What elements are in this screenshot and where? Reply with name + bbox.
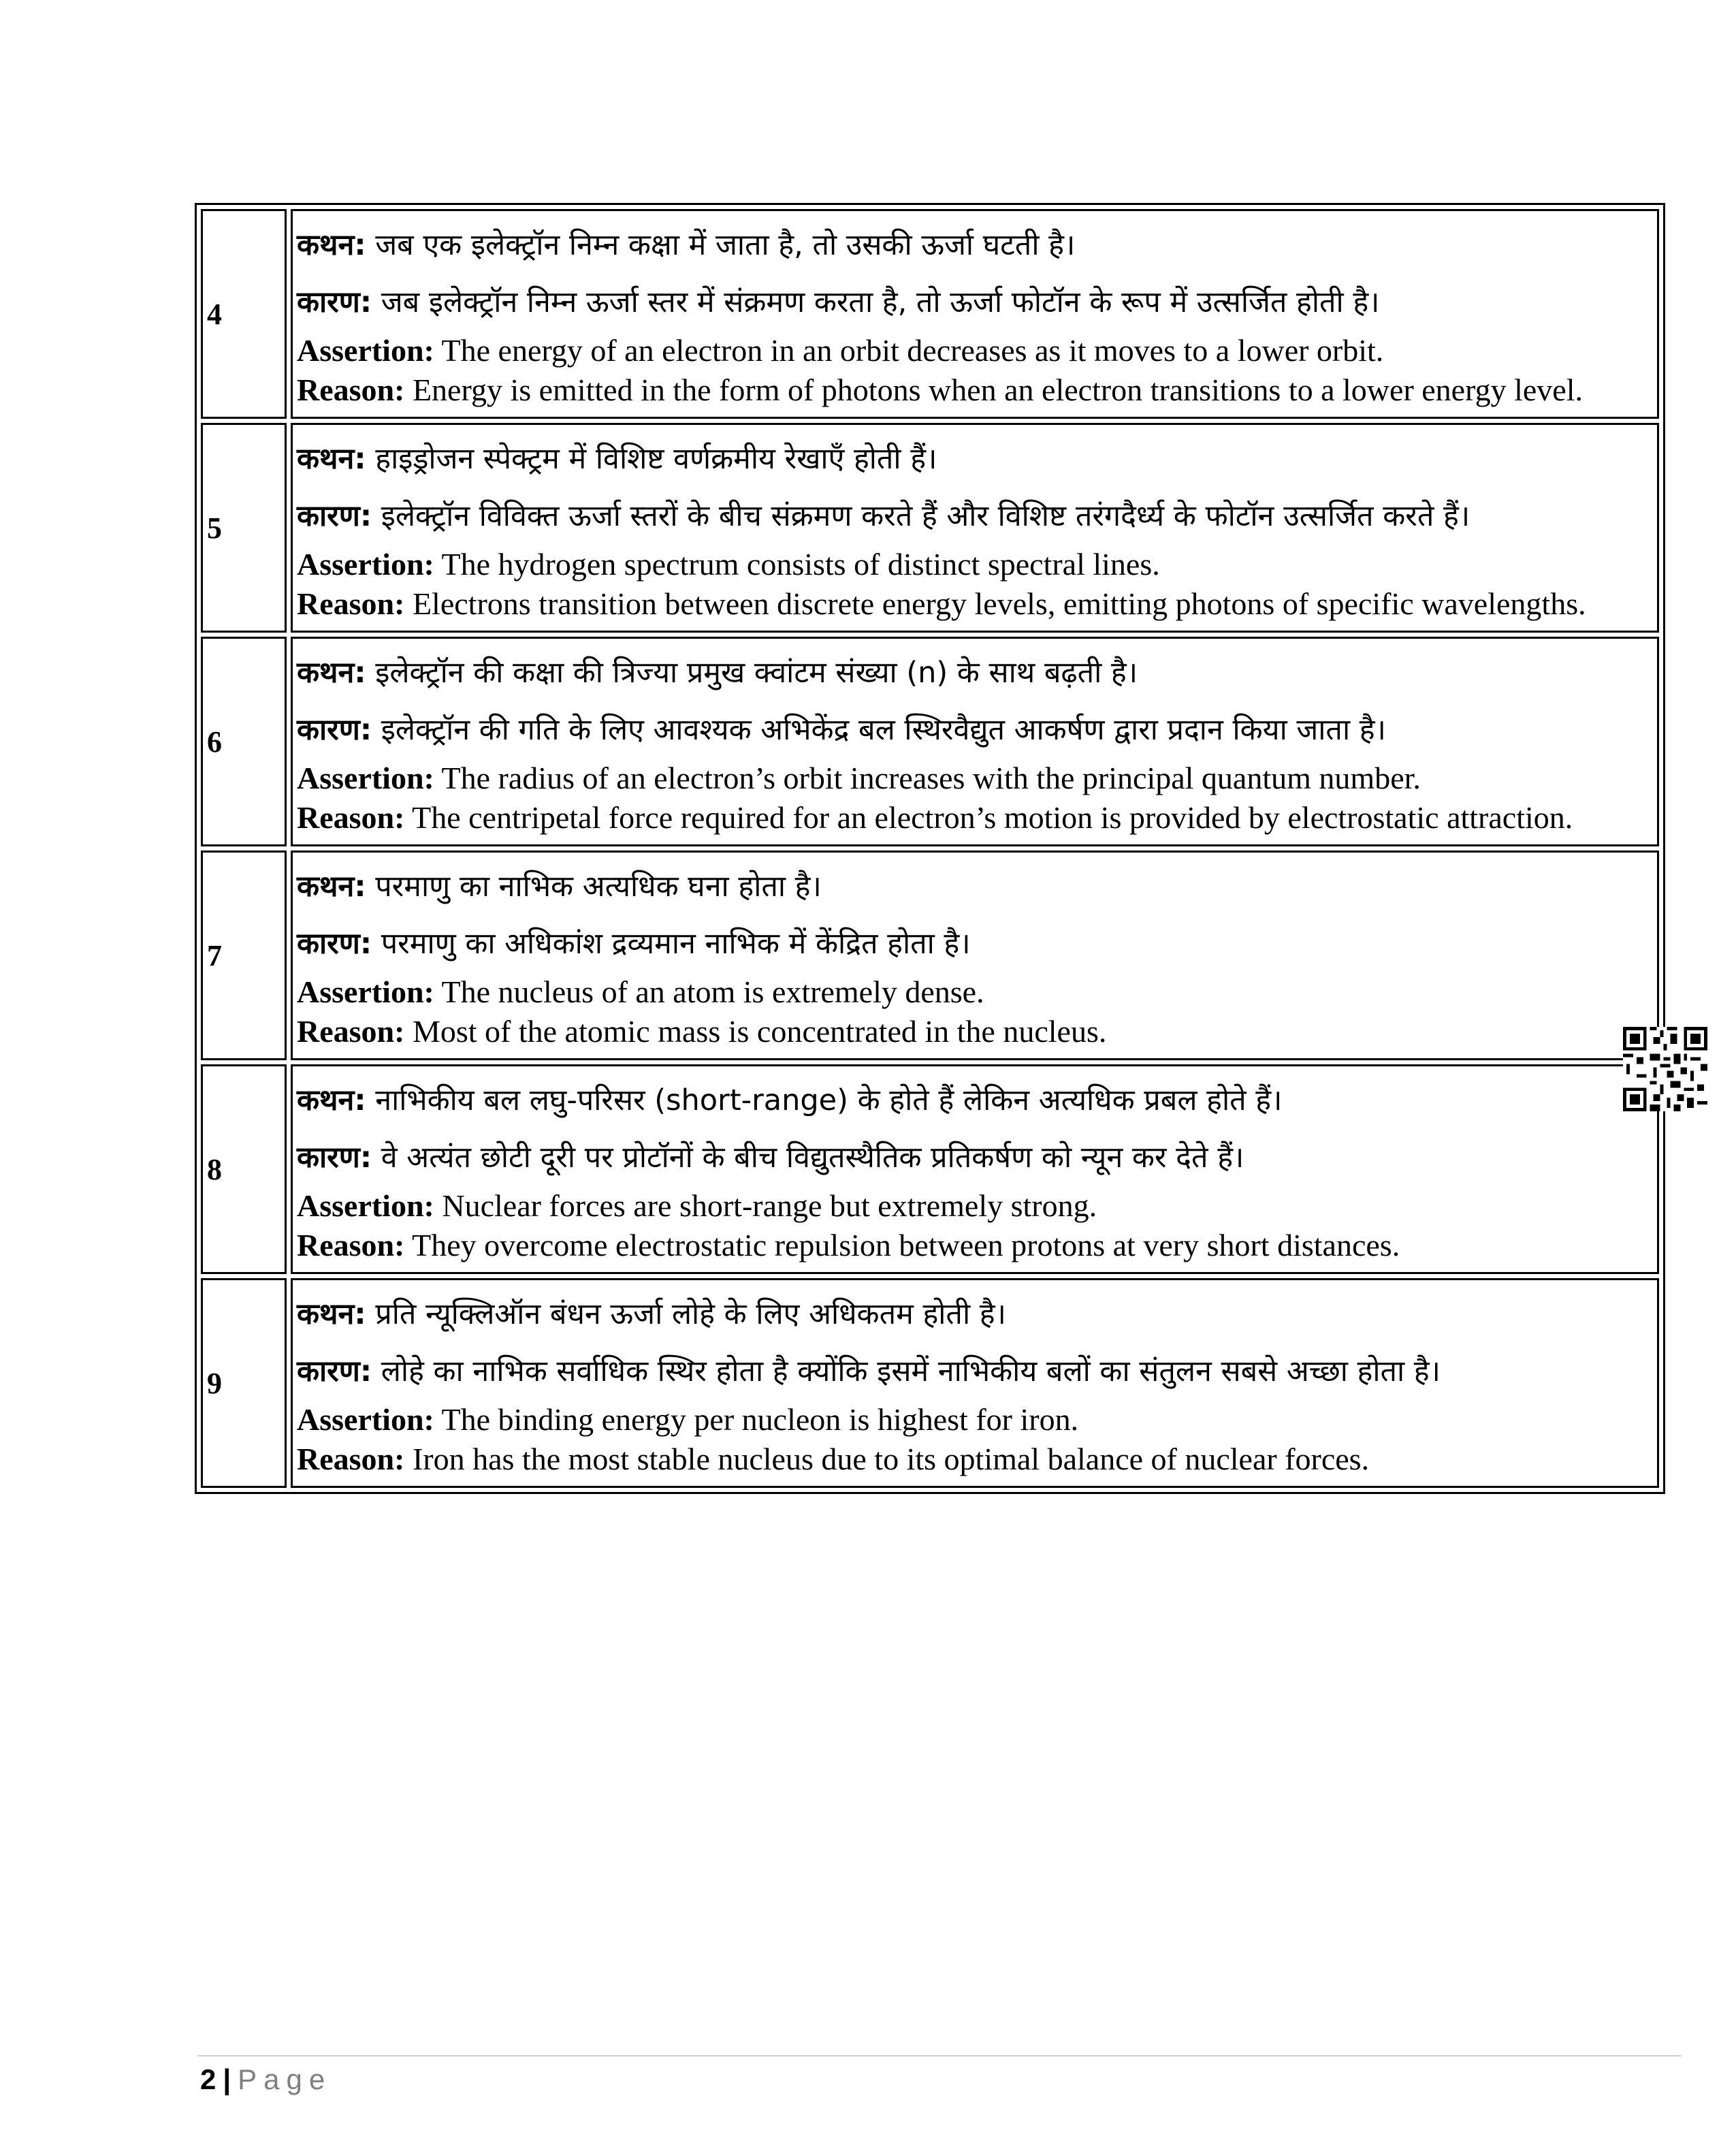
assertion-label: Assertion: xyxy=(297,1188,434,1223)
hindi-reason xyxy=(297,1129,1650,1186)
english-reason xyxy=(297,798,1650,838)
page-footer xyxy=(200,2063,332,2096)
assertion-label: Assertion: xyxy=(297,974,434,1009)
hindi-reason xyxy=(297,488,1650,545)
hindi-reason-text: वे अत्यंत छोटी दूरी पर प्रोटॉनों के बीच विद्युतस्थैतिक प्रतिकर्षण को न्यून कर देते हैं। xyxy=(381,1141,1244,1175)
hindi-reason-text: परमाणु का अधिकांश द्रव्यमान नाभिक में केंद्रित होता है। xyxy=(381,927,971,961)
hindi-reason-text: जब इलेक्ट्रॉन निम्न ऊर्जा स्तर में संक्रमण करता है, तो ऊर्जा फोटॉन के रूप में उत्सर्जित होती है। xyxy=(381,285,1380,319)
table-row xyxy=(201,637,1659,846)
hindi-reason xyxy=(297,701,1650,759)
hindi-reason-text: इलेक्ट्रॉन विविक्त ऊर्जा स्तरों के बीच संक्रमण करते हैं और विशिष्ट तरंगदैर्ध्य के फोटॉन उत्सर्जित करते हैं। xyxy=(381,499,1470,533)
hindi-statement-text: हाइड्रोजन स्पेक्ट्रम में विशिष्ट वर्णक्रमीय रेखाएँ होती हैं। xyxy=(375,442,937,476)
question-content xyxy=(291,209,1659,419)
english-assertion xyxy=(297,545,1650,584)
question-content xyxy=(291,637,1659,846)
english-reason xyxy=(297,370,1650,410)
hindi-statement xyxy=(297,1286,1650,1343)
page-label: Page xyxy=(238,2063,332,2095)
question-content xyxy=(291,1278,1659,1488)
hindi-statement-text: जब एक इलेक्ट्रॉन निम्न कक्षा में जाता है, तो उसकी ऊर्जा घटती है। xyxy=(375,228,1076,262)
hindi-statement xyxy=(297,1072,1650,1129)
table-row xyxy=(201,209,1659,419)
question-number: 9 xyxy=(201,1278,287,1488)
reason-label: Reason: xyxy=(297,1014,405,1049)
assertion-text: The binding energy per nucleon is highest for iron. xyxy=(441,1402,1079,1437)
hindi-reason-label: कारण: xyxy=(297,1354,372,1388)
hindi-statement-text: इलेक्ट्रॉन की कक्षा की त्रिज्या प्रमुख क्वांटम संख्या (n) के साथ बढ़ती है। xyxy=(375,656,1138,690)
question-content xyxy=(291,423,1659,633)
hindi-statement-label: कथन: xyxy=(297,656,366,690)
hindi-statement-text: नाभिकीय बल लघु-परिसर (short-range) के होते हैं लेकिन अत्यधिक प्रबल होते हैं। xyxy=(375,1083,1283,1117)
english-assertion xyxy=(297,1400,1650,1440)
page-number: 2 xyxy=(200,2063,216,2095)
hindi-reason-text: लोहे का नाभिक सर्वाधिक स्थिर होता है क्योंकि इसमें नाभिकीय बलों का संतुलन सबसे अच्छा होता है। xyxy=(381,1354,1441,1388)
assertion-label: Assertion: xyxy=(297,333,434,368)
reason-label: Reason: xyxy=(297,800,405,835)
question-table xyxy=(195,203,1665,1494)
hindi-statement-text: परमाणु का नाभिक अत्यधिक घना होता है। xyxy=(375,870,822,904)
hindi-reason-label: कारण: xyxy=(297,499,372,533)
footer-separator: | xyxy=(223,2063,231,2095)
english-assertion xyxy=(297,1186,1650,1226)
hindi-statement-label: कथन: xyxy=(297,1083,366,1117)
hindi-reason-label: कारण: xyxy=(297,927,372,961)
reason-text: The centripetal force required for an electron’s motion is provided by electrostatic attraction. xyxy=(412,800,1573,835)
hindi-reason-label: कारण: xyxy=(297,285,372,319)
reason-text: Electrons transition between discrete energy levels, emitting photons of specific wavelengths. xyxy=(412,586,1586,621)
assertion-text: The nucleus of an atom is extremely dense. xyxy=(441,974,984,1009)
reason-text: Iron has the most stable nucleus due to its optimal balance of nuclear forces. xyxy=(412,1442,1370,1476)
hindi-statement xyxy=(297,217,1650,274)
question-number: 4 xyxy=(201,209,287,419)
assertion-text: Nuclear forces are short-range but extremely strong. xyxy=(442,1188,1097,1223)
hindi-statement xyxy=(297,858,1650,915)
english-reason xyxy=(297,584,1650,624)
english-reason xyxy=(297,1012,1650,1051)
assertion-label: Assertion: xyxy=(297,547,434,582)
question-number: 8 xyxy=(201,1064,287,1274)
hindi-statement xyxy=(297,644,1650,701)
hindi-reason-label: कारण: xyxy=(297,1141,372,1175)
english-reason xyxy=(297,1226,1650,1265)
question-number: 5 xyxy=(201,423,287,633)
question-content xyxy=(291,851,1659,1060)
assertion-text: The hydrogen spectrum consists of distinct spectral lines. xyxy=(441,547,1160,582)
hindi-statement-text: प्रति न्यूक्लिऑन बंधन ऊर्जा लोहे के लिए अधिकतम होती है। xyxy=(375,1297,1006,1331)
hindi-statement xyxy=(297,430,1650,488)
assertion-text: The energy of an electron in an orbit decreases as it moves to a lower orbit. xyxy=(441,333,1384,368)
english-assertion xyxy=(297,331,1650,370)
table-row xyxy=(201,423,1659,633)
question-number: 6 xyxy=(201,637,287,846)
hindi-statement-label: कथन: xyxy=(297,1297,366,1331)
reason-label: Reason: xyxy=(297,372,405,407)
reason-label: Reason: xyxy=(297,1228,405,1262)
reason-text: They overcome electrostatic repulsion between protons at very short distances. xyxy=(412,1228,1400,1262)
english-assertion xyxy=(297,759,1650,798)
assertion-text: The radius of an electron’s orbit increases with the principal quantum number. xyxy=(441,761,1421,795)
reason-label: Reason: xyxy=(297,1442,405,1476)
english-reason xyxy=(297,1440,1650,1479)
table-row xyxy=(201,1064,1659,1274)
reason-label: Reason: xyxy=(297,586,405,621)
hindi-statement-label: कथन: xyxy=(297,870,366,904)
footer-divider xyxy=(197,2055,1682,2056)
question-number: 7 xyxy=(201,851,287,1060)
hindi-statement-label: कथन: xyxy=(297,442,366,476)
assertion-label: Assertion: xyxy=(297,761,434,795)
hindi-reason-text: इलेक्ट्रॉन की गति के लिए आवश्यक अभिकेंद्र बल स्थिरवैद्युत आकर्षण द्वारा प्रदान किया जाता है। xyxy=(381,713,1386,747)
english-assertion xyxy=(297,972,1650,1012)
reason-text: Energy is emitted in the form of photons when an electron transitions to a lower energy level. xyxy=(412,372,1583,407)
qr-code-icon xyxy=(1623,1027,1707,1111)
assertion-label: Assertion: xyxy=(297,1402,434,1437)
hindi-statement-label: कथन: xyxy=(297,228,366,262)
hindi-reason xyxy=(297,915,1650,972)
table-row xyxy=(201,851,1659,1060)
question-content xyxy=(291,1064,1659,1274)
hindi-reason-label: कारण: xyxy=(297,713,372,747)
hindi-reason xyxy=(297,274,1650,331)
table-row xyxy=(201,1278,1659,1488)
reason-text: Most of the atomic mass is concentrated in the nucleus. xyxy=(412,1014,1107,1049)
hindi-reason xyxy=(297,1343,1650,1400)
